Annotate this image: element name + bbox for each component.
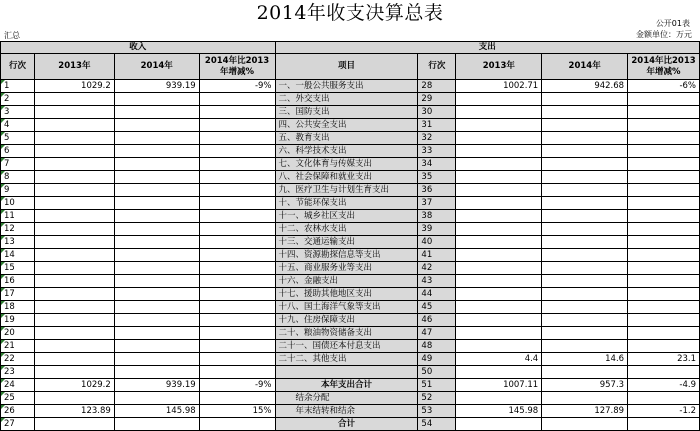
cell-income-2013[interactable] <box>34 158 114 171</box>
cell-income-row-no[interactable]: 8 <box>1 171 35 184</box>
cell-income-change[interactable] <box>199 314 275 327</box>
cell-expense-2013[interactable] <box>456 327 542 340</box>
cell-income-row-no[interactable]: 3 <box>1 106 35 119</box>
cell-income-change[interactable] <box>199 275 275 288</box>
cell-expense-2013[interactable]: 1007.11 <box>456 379 542 392</box>
cell-income-row-no[interactable]: 22 <box>1 353 35 366</box>
cell-expense-2014[interactable] <box>542 93 628 106</box>
table-row <box>1 262 700 275</box>
cell-expense-2014[interactable] <box>542 171 628 184</box>
cell-income-2014[interactable] <box>114 340 199 353</box>
cell-expense-2013[interactable] <box>456 210 542 223</box>
cell-expense-2014[interactable]: 942.68 <box>542 80 628 93</box>
table-row <box>1 80 700 93</box>
cell-expense-2013[interactable] <box>456 145 542 158</box>
cell-income-2014[interactable]: 939.19 <box>114 80 199 93</box>
cell-expense-change[interactable] <box>628 236 700 249</box>
cell-income-2013[interactable] <box>34 262 114 275</box>
cell-expense-2014[interactable] <box>542 288 628 301</box>
cell-expense-2014[interactable] <box>542 275 628 288</box>
cell-income-change[interactable] <box>199 197 275 210</box>
cell-income-row-no[interactable]: 23 <box>1 366 35 379</box>
cell-income-row-no[interactable]: 1 <box>1 80 35 93</box>
cell-expense-row-no[interactable]: 34 <box>418 158 456 171</box>
cell-income-2014[interactable] <box>114 119 199 132</box>
cell-income-2014[interactable] <box>114 171 199 184</box>
cell-income-row-no[interactable]: 25 <box>1 392 35 405</box>
cell-expense-2013[interactable] <box>456 314 542 327</box>
cell-income-2013[interactable] <box>34 171 114 184</box>
cell-income-2013[interactable] <box>34 184 114 197</box>
cell-income-row-no[interactable]: 21 <box>1 340 35 353</box>
cell-income-change[interactable] <box>199 262 275 275</box>
cell-income-change[interactable] <box>199 158 275 171</box>
table-row <box>1 132 700 145</box>
table-row <box>1 314 700 327</box>
cell-income-change[interactable] <box>199 249 275 262</box>
cell-income-change[interactable] <box>199 171 275 184</box>
cell-income-row-no[interactable]: 14 <box>1 249 35 262</box>
cell-expense-change[interactable] <box>628 249 700 262</box>
cell-income-change[interactable] <box>199 132 275 145</box>
col-header-income-change[interactable]: 2014年比2013年增减% <box>199 54 275 80</box>
cell-income-2013[interactable]: 123.89 <box>34 405 114 418</box>
cell-income-change[interactable]: -9% <box>199 80 275 93</box>
cell-expense-2013[interactable] <box>456 184 542 197</box>
cell-expense-item[interactable]: 六、科学技术支出 <box>275 145 418 158</box>
table-row <box>1 158 700 171</box>
cell-expense-row-no[interactable]: 47 <box>418 327 456 340</box>
table-row <box>1 353 700 366</box>
cell-income-2014[interactable] <box>114 93 199 106</box>
cell-expense-2014[interactable] <box>542 340 628 353</box>
cell-expense-2013[interactable]: 145.98 <box>456 405 542 418</box>
cell-expense-2014[interactable] <box>542 418 628 431</box>
cell-income-2013[interactable] <box>34 275 114 288</box>
cell-income-row-no[interactable]: 12 <box>1 223 35 236</box>
cell-income-2013[interactable] <box>34 132 114 145</box>
cell-income-change[interactable] <box>199 301 275 314</box>
cell-expense-item[interactable]: 八、社会保障和就业支出 <box>275 171 418 184</box>
col-header-income-2013[interactable]: 2013年 <box>34 54 114 80</box>
cell-expense-2014[interactable] <box>542 236 628 249</box>
amount-unit: 金额单位：万元 <box>636 30 692 39</box>
cell-income-2014[interactable] <box>114 301 199 314</box>
table-row <box>1 249 700 262</box>
cell-expense-item[interactable]: 二十二、其他支出 <box>275 353 418 366</box>
cell-expense-item[interactable]: 一、一般公共服务支出 <box>275 80 418 93</box>
cell-income-2014[interactable] <box>114 314 199 327</box>
cell-expense-change[interactable] <box>628 106 700 119</box>
cell-expense-2013[interactable] <box>456 236 542 249</box>
cell-expense-change[interactable] <box>628 275 700 288</box>
cell-expense-2013[interactable] <box>456 171 542 184</box>
table-row <box>1 223 700 236</box>
cell-expense-2013[interactable]: 1002.71 <box>456 80 542 93</box>
cell-income-2013[interactable] <box>34 392 114 405</box>
cell-expense-2014[interactable]: 957.3 <box>542 379 628 392</box>
cell-expense-row-no[interactable]: 29 <box>418 93 456 106</box>
cell-income-2014[interactable] <box>114 418 199 431</box>
cell-expense-row-no[interactable]: 44 <box>418 288 456 301</box>
table-row <box>1 145 700 158</box>
cell-income-change[interactable] <box>199 366 275 379</box>
cell-expense-2013[interactable] <box>456 249 542 262</box>
cell-income-change[interactable] <box>199 236 275 249</box>
cell-expense-2014[interactable] <box>542 158 628 171</box>
col-header-row-no-expense[interactable]: 行次 <box>418 54 456 80</box>
cell-expense-2013[interactable] <box>456 106 542 119</box>
cell-expense-2013[interactable] <box>456 197 542 210</box>
cell-income-2013[interactable] <box>34 366 114 379</box>
cell-expense-item[interactable]: 十五、商业服务业等支出 <box>275 262 418 275</box>
cell-expense-item[interactable]: 三、国防支出 <box>275 106 418 119</box>
cell-expense-2014[interactable] <box>542 145 628 158</box>
cell-expense-item[interactable]: 十、节能环保支出 <box>275 197 418 210</box>
cell-expense-2014[interactable] <box>542 392 628 405</box>
cell-income-2013[interactable] <box>34 301 114 314</box>
cell-income-2014[interactable]: 145.98 <box>114 405 199 418</box>
cell-expense-change[interactable] <box>628 314 700 327</box>
cell-expense-item[interactable]: 十六、金融支出 <box>275 275 418 288</box>
table-row <box>1 340 700 353</box>
cell-expense-2014[interactable] <box>542 132 628 145</box>
cell-expense-change[interactable] <box>628 184 700 197</box>
budget-table <box>0 41 700 431</box>
table-row <box>1 171 700 184</box>
cell-expense-row-no[interactable]: 37 <box>418 197 456 210</box>
cell-expense-2014[interactable] <box>542 249 628 262</box>
header-row-groups <box>1 42 700 54</box>
cell-expense-change[interactable] <box>628 210 700 223</box>
expense-group-header[interactable]: 支出 <box>275 42 700 54</box>
cell-income-2014[interactable] <box>114 275 199 288</box>
cell-expense-2013[interactable] <box>456 301 542 314</box>
cell-expense-item[interactable]: 四、公共安全支出 <box>275 119 418 132</box>
cell-expense-2013[interactable] <box>456 158 542 171</box>
cell-expense-row-no[interactable]: 46 <box>418 314 456 327</box>
cell-income-2013[interactable]: 1029.2 <box>34 379 114 392</box>
cell-expense-change[interactable] <box>628 93 700 106</box>
cell-income-row-no[interactable]: 26 <box>1 405 35 418</box>
cell-income-2014[interactable] <box>114 353 199 366</box>
cell-income-change[interactable] <box>199 288 275 301</box>
cell-expense-change[interactable] <box>628 132 700 145</box>
cell-income-change[interactable] <box>199 340 275 353</box>
cell-expense-row-no[interactable]: 39 <box>418 223 456 236</box>
table-row <box>1 119 700 132</box>
cell-income-change[interactable] <box>199 93 275 106</box>
col-header-expense-change[interactable]: 2014年比2013年增减% <box>628 54 700 80</box>
cell-expense-item[interactable]: 十二、农林水支出 <box>275 223 418 236</box>
cell-income-row-no[interactable]: 15 <box>1 262 35 275</box>
table-row <box>1 405 700 418</box>
cell-expense-change[interactable] <box>628 197 700 210</box>
cell-income-2013[interactable] <box>34 145 114 158</box>
cell-income-2014[interactable] <box>114 236 199 249</box>
table-row <box>1 392 700 405</box>
cell-expense-item[interactable]: 十四、资源勘探信息等支出 <box>275 249 418 262</box>
cell-expense-change[interactable] <box>628 301 700 314</box>
cell-expense-row-no[interactable]: 38 <box>418 210 456 223</box>
cell-income-row-no[interactable]: 16 <box>1 275 35 288</box>
cell-income-2014[interactable] <box>114 184 199 197</box>
cell-income-2014[interactable]: 939.19 <box>114 379 199 392</box>
cell-expense-item[interactable]: 七、文化体育与传媒支出 <box>275 158 418 171</box>
cell-expense-row-no[interactable]: 50 <box>418 366 456 379</box>
cell-expense-item[interactable]: 十三、交通运输支出 <box>275 236 418 249</box>
cell-income-2014[interactable] <box>114 366 199 379</box>
cell-income-row-no[interactable]: 24 <box>1 379 35 392</box>
cell-expense-row-no[interactable]: 36 <box>418 184 456 197</box>
cell-income-change[interactable] <box>199 327 275 340</box>
cell-expense-row-no[interactable]: 35 <box>418 171 456 184</box>
table-row <box>1 418 700 431</box>
cell-income-change[interactable] <box>199 106 275 119</box>
cell-expense-2013[interactable] <box>456 392 542 405</box>
cell-income-row-no[interactable]: 10 <box>1 197 35 210</box>
cell-expense-item[interactable]: 本年支出合计 <box>275 379 418 392</box>
cell-income-2013[interactable] <box>34 197 114 210</box>
table-row <box>1 288 700 301</box>
cell-income-change[interactable] <box>199 392 275 405</box>
cell-income-2014[interactable] <box>114 327 199 340</box>
income-group-header[interactable]: 收入 <box>1 42 276 54</box>
cell-income-2013[interactable] <box>34 223 114 236</box>
table-row <box>1 327 700 340</box>
cell-expense-row-no[interactable]: 41 <box>418 249 456 262</box>
cell-income-row-no[interactable]: 6 <box>1 145 35 158</box>
cell-expense-2013[interactable] <box>456 288 542 301</box>
cell-income-row-no[interactable]: 20 <box>1 327 35 340</box>
cell-income-2013[interactable] <box>34 314 114 327</box>
cell-expense-change[interactable]: -6% <box>628 80 700 93</box>
cell-expense-item[interactable]: 九、医疗卫生与计划生育支出 <box>275 184 418 197</box>
cell-expense-item[interactable]: 十八、国土海洋气象等支出 <box>275 301 418 314</box>
cell-expense-item[interactable]: 二十一、国债还本付息支出 <box>275 340 418 353</box>
cell-income-change[interactable] <box>199 184 275 197</box>
cell-income-2013[interactable] <box>34 288 114 301</box>
table-body <box>1 42 700 431</box>
cell-income-change[interactable] <box>199 145 275 158</box>
cell-expense-2013[interactable] <box>456 132 542 145</box>
cell-income-2014[interactable] <box>114 197 199 210</box>
cell-expense-2014[interactable] <box>542 106 628 119</box>
table-row <box>1 379 700 392</box>
cell-expense-row-no[interactable]: 54 <box>418 418 456 431</box>
cell-expense-2013[interactable] <box>456 340 542 353</box>
cell-income-2013[interactable] <box>34 236 114 249</box>
col-header-expense-2014[interactable]: 2014年 <box>542 54 628 80</box>
cell-expense-item[interactable]: 合计 <box>275 418 418 431</box>
header-row-columns <box>1 54 700 80</box>
cell-income-row-no[interactable]: 2 <box>1 93 35 106</box>
cell-expense-2014[interactable] <box>542 366 628 379</box>
cell-expense-2014[interactable] <box>542 262 628 275</box>
cell-income-2014[interactable] <box>114 132 199 145</box>
cell-expense-change[interactable] <box>628 340 700 353</box>
cell-expense-2014[interactable] <box>542 184 628 197</box>
cell-income-2014[interactable] <box>114 145 199 158</box>
cell-expense-2013[interactable] <box>456 223 542 236</box>
table-row <box>1 366 700 379</box>
cell-income-2014[interactable] <box>114 210 199 223</box>
cell-expense-2014[interactable] <box>542 210 628 223</box>
cell-expense-row-no[interactable]: 40 <box>418 236 456 249</box>
cell-income-change[interactable] <box>199 119 275 132</box>
cell-expense-item[interactable]: 二、外交支出 <box>275 93 418 106</box>
cell-expense-row-no[interactable]: 43 <box>418 275 456 288</box>
cell-expense-row-no[interactable]: 42 <box>418 262 456 275</box>
cell-income-row-no[interactable]: 7 <box>1 158 35 171</box>
cell-income-row-no[interactable]: 4 <box>1 119 35 132</box>
cell-expense-2013[interactable] <box>456 366 542 379</box>
cell-expense-item[interactable] <box>275 366 418 379</box>
cell-income-change[interactable]: -9% <box>199 379 275 392</box>
cell-income-2014[interactable] <box>114 158 199 171</box>
cell-income-row-no[interactable]: 11 <box>1 210 35 223</box>
cell-income-change[interactable] <box>199 353 275 366</box>
cell-income-2013[interactable] <box>34 106 114 119</box>
cell-expense-2014[interactable] <box>542 119 628 132</box>
cell-income-row-no[interactable]: 27 <box>1 418 35 431</box>
cell-expense-change[interactable] <box>628 288 700 301</box>
cell-income-change[interactable]: 15% <box>199 405 275 418</box>
table-row <box>1 197 700 210</box>
cell-expense-item[interactable]: 十七、援助其他地区支出 <box>275 288 418 301</box>
table-row <box>1 236 700 249</box>
cell-expense-item[interactable]: 十九、住房保障支出 <box>275 314 418 327</box>
cell-expense-item[interactable]: 五、教育支出 <box>275 132 418 145</box>
cell-income-2014[interactable] <box>114 249 199 262</box>
cell-income-2014[interactable] <box>114 223 199 236</box>
cell-expense-item[interactable]: 十一、城乡社区支出 <box>275 210 418 223</box>
cell-expense-row-no[interactable]: 51 <box>418 379 456 392</box>
cell-expense-row-no[interactable]: 53 <box>418 405 456 418</box>
cell-expense-2013[interactable] <box>456 262 542 275</box>
cell-expense-2014[interactable] <box>542 301 628 314</box>
cell-expense-change[interactable] <box>628 119 700 132</box>
cell-income-2013[interactable] <box>34 249 114 262</box>
cell-expense-change[interactable] <box>628 145 700 158</box>
cell-expense-change[interactable]: 23.1 <box>628 353 700 366</box>
cell-income-row-no[interactable]: 18 <box>1 301 35 314</box>
cell-expense-item[interactable]: 年末结转和结余 <box>275 405 418 418</box>
cell-income-2014[interactable] <box>114 262 199 275</box>
col-header-row-no-income[interactable]: 行次 <box>1 54 35 80</box>
sheet-title: 2014年收支决算总表 <box>256 2 444 24</box>
table-row <box>1 301 700 314</box>
cell-expense-change[interactable] <box>628 327 700 340</box>
summary-label: 汇总 <box>4 31 20 40</box>
cell-expense-2014[interactable] <box>542 223 628 236</box>
cell-expense-row-no[interactable]: 45 <box>418 301 456 314</box>
table-row <box>1 184 700 197</box>
cell-expense-2014[interactable] <box>542 327 628 340</box>
cell-expense-row-no[interactable]: 52 <box>418 392 456 405</box>
cell-expense-change[interactable] <box>628 262 700 275</box>
cell-expense-change[interactable] <box>628 171 700 184</box>
cell-income-2013[interactable]: 1029.2 <box>34 80 114 93</box>
cell-expense-2013[interactable] <box>456 275 542 288</box>
cell-income-change[interactable] <box>199 418 275 431</box>
cell-expense-2014[interactable] <box>542 197 628 210</box>
cell-expense-change[interactable]: -1.2 <box>628 405 700 418</box>
cell-expense-2013[interactable] <box>456 119 542 132</box>
cell-income-2014[interactable] <box>114 392 199 405</box>
cell-income-2013[interactable] <box>34 340 114 353</box>
cell-expense-row-no[interactable]: 30 <box>418 106 456 119</box>
form-code: 公开01表 <box>655 19 690 28</box>
cell-expense-2013[interactable]: 4.4 <box>456 353 542 366</box>
cell-expense-item[interactable]: 结余分配 <box>275 392 418 405</box>
cell-income-row-no[interactable]: 17 <box>1 288 35 301</box>
cell-expense-change[interactable] <box>628 418 700 431</box>
cell-income-2014[interactable] <box>114 288 199 301</box>
cell-income-2013[interactable] <box>34 353 114 366</box>
cell-income-2013[interactable] <box>34 119 114 132</box>
col-header-item[interactable]: 项目 <box>275 54 418 80</box>
cell-expense-row-no[interactable]: 31 <box>418 119 456 132</box>
cell-income-row-no[interactable]: 5 <box>1 132 35 145</box>
cell-expense-change[interactable] <box>628 158 700 171</box>
cell-expense-change[interactable] <box>628 392 700 405</box>
cell-expense-2013[interactable] <box>456 93 542 106</box>
table-row <box>1 210 700 223</box>
cell-expense-2014[interactable] <box>542 314 628 327</box>
cell-expense-change[interactable]: -4.9 <box>628 379 700 392</box>
cell-income-2013[interactable] <box>34 93 114 106</box>
cell-income-2014[interactable] <box>114 106 199 119</box>
cell-expense-2014[interactable]: 127.89 <box>542 405 628 418</box>
cell-expense-item[interactable]: 二十、粮油物资储备支出 <box>275 327 418 340</box>
cell-income-change[interactable] <box>199 210 275 223</box>
cell-expense-row-no[interactable]: 32 <box>418 132 456 145</box>
cell-income-row-no[interactable]: 13 <box>1 236 35 249</box>
cell-income-row-no[interactable]: 9 <box>1 184 35 197</box>
cell-income-row-no[interactable]: 19 <box>1 314 35 327</box>
cell-income-2013[interactable] <box>34 327 114 340</box>
cell-income-2013[interactable] <box>34 418 114 431</box>
cell-expense-change[interactable] <box>628 366 700 379</box>
cell-expense-change[interactable] <box>628 223 700 236</box>
table-row <box>1 93 700 106</box>
table-row <box>1 106 700 119</box>
cell-expense-row-no[interactable]: 33 <box>418 145 456 158</box>
cell-income-2013[interactable] <box>34 210 114 223</box>
cell-expense-row-no[interactable]: 49 <box>418 353 456 366</box>
cell-income-change[interactable] <box>199 223 275 236</box>
cell-expense-2014[interactable]: 14.6 <box>542 353 628 366</box>
table-row <box>1 275 700 288</box>
col-header-expense-2013[interactable]: 2013年 <box>456 54 542 80</box>
col-header-income-2014[interactable]: 2014年 <box>114 54 199 80</box>
cell-expense-row-no[interactable]: 28 <box>418 80 456 93</box>
cell-expense-2013[interactable] <box>456 418 542 431</box>
cell-expense-row-no[interactable]: 48 <box>418 340 456 353</box>
